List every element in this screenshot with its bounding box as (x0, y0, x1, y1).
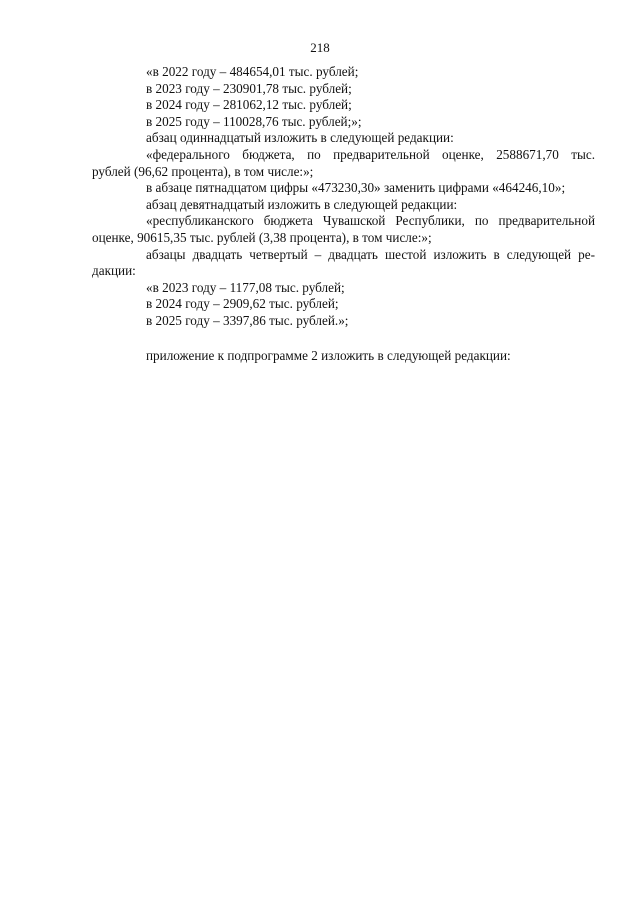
text-line: рублей (96,62 процента), в том числе:»; (92, 163, 314, 179)
text-line: в 2024 году – 2909,62 тыс. рублей; (146, 296, 339, 312)
text-line: оценке, 90615,35 тыс. рублей (3,38 процента), в том числе:»; (92, 229, 432, 245)
text-line: абзац одиннадцатый изложить в следующей редакции: (146, 130, 454, 146)
text-line: абзацы двадцать четвертый – двадцать шестой изложить в следующей ре- (146, 246, 595, 262)
text-line: дакции: (92, 263, 136, 279)
text-line: «в 2023 году – 1177,08 тыс. рублей; (146, 279, 345, 295)
text-line: в 2023 году – 230901,78 тыс. рублей; (146, 80, 352, 96)
text-line: «республиканского бюджета Чувашской Республики, по предварительной (146, 213, 595, 229)
text-line: в абзаце пятнадцатом цифры «473230,30» заменить цифрами «464246,10»; (146, 180, 566, 196)
text-line: в 2025 году – 3397,86 тыс. рублей.»; (146, 312, 349, 328)
text-line: «федерального бюджета, по предварительной оценке, 2588671,70 тыс. (146, 146, 595, 162)
document-body (92, 64, 595, 364)
text-line: абзац девятнадцатый изложить в следующей редакции: (146, 196, 458, 212)
text-line: «в 2022 году – 484654,01 тыс. рублей; (146, 64, 359, 79)
page-number: 218 (310, 40, 330, 55)
text-line: в 2024 году – 281062,12 тыс. рублей; (146, 97, 352, 113)
paragraph-gap (92, 330, 595, 348)
text-line: приложение к подпрограмме 2 изложить в следующей редакции: (146, 347, 511, 363)
text-line: в 2025 году – 110028,76 тыс. рублей;»; (146, 113, 362, 129)
